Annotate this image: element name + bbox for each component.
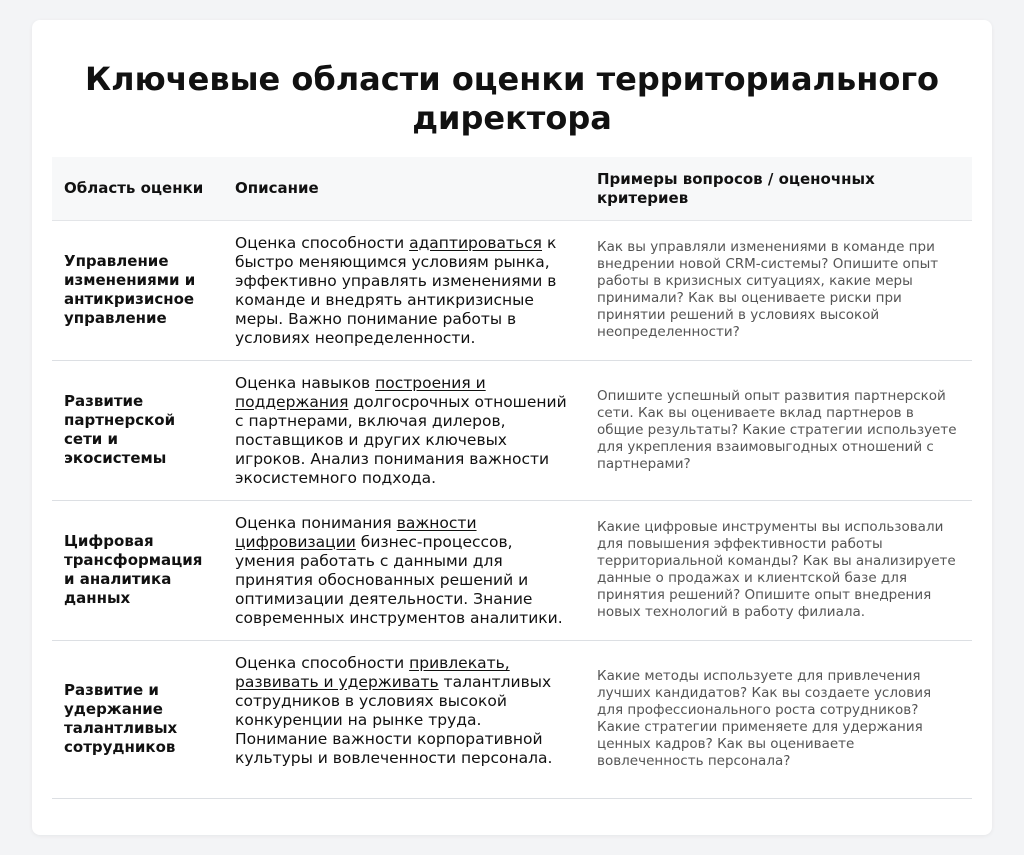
row-area: Управление изменениями и антикризисное управление [52, 220, 223, 360]
desc-text: талантливых сотрудников в условиях высокой конкуренции на рынке труда. Понимание важности корпоративной культуры и вовлеченности персонала. [235, 672, 553, 767]
table-row [52, 640, 972, 798]
row-questions: Как вы управляли изменениями в команде при внедрении новой CRM-системы? Опишите опыт работы в кризисных ситуациях, какие меры принимали? Как вы оцениваете риски при принятии решений в условиях высокой неопределенности? [585, 220, 972, 360]
desc-key-term: построения и поддержания [235, 373, 486, 411]
desc-key-term: важности цифровизации [235, 513, 477, 551]
desc-text: бизнес-процессов, умения работать с данными для принятия обоснованных решений и оптимизации деятельности. Знание современных инструментов аналитики. [235, 532, 563, 627]
row-description [223, 360, 585, 500]
table-row [52, 220, 972, 360]
row-questions: Опишите успешный опыт развития партнерской сети. Как вы оцениваете вклад партнеров в общие результаты? Какие стратегии используете для укрепления взаимовыгодных отношений с партнерами? [585, 360, 972, 500]
row-area: Развитие и удержание талантливых сотрудников [52, 640, 223, 798]
content-card [32, 20, 992, 835]
row-area: Развитие партнерской сети и экосистемы [52, 360, 223, 500]
desc-key-term: адаптироваться [409, 233, 543, 252]
desc-text: долгосрочных отношений с партнерами, включая дилеров, поставщиков и других ключевых игроков. Анализ понимания важности экосистемного подхода. [235, 392, 567, 487]
desc-text: Оценка понимания [235, 513, 397, 532]
table-row [52, 500, 972, 640]
desc-text: к быстро меняющимся условиям рынка, эффективно управлять изменениями в команде и внедрять антикризисные меры. Важно понимание работы в условиях неопределенности. [235, 233, 557, 347]
table-row [52, 360, 972, 500]
desc-key-term: привлекать, развивать и удерживать [235, 653, 510, 691]
row-questions: Какие цифровые инструменты вы использовали для повышения эффективности работы территориальной команды? Как вы анализируете данные о продажах и клиентской базе для принятия решений? Опишите опыт внедрения новых технологий в работу филиала. [585, 500, 972, 640]
desc-text: Оценка способности [235, 233, 410, 252]
row-description [223, 220, 585, 360]
assessment-table [52, 157, 972, 799]
header-row [52, 157, 972, 220]
row-questions: Какие методы используете для привлечения лучших кандидатов? Как вы создаете условия для профессионального роста сотрудников? Какие стратегии применяете для удержания ценных кадров? Как вы оцениваете вовлеченность персонала? [585, 640, 972, 798]
header-area: Область оценки [52, 157, 223, 220]
row-area: Цифровая трансформация и аналитика данных [52, 500, 223, 640]
desc-text: Оценка способности [235, 653, 410, 672]
page-title: Ключевые области оценки территориального директора [84, 60, 940, 137]
header-description: Описание [223, 157, 585, 220]
row-description [223, 640, 585, 798]
row-description [223, 500, 585, 640]
header-questions: Примеры вопросов / оценочных критериев [585, 157, 972, 220]
table-header [52, 157, 972, 220]
desc-text: Оценка навыков [235, 373, 376, 392]
